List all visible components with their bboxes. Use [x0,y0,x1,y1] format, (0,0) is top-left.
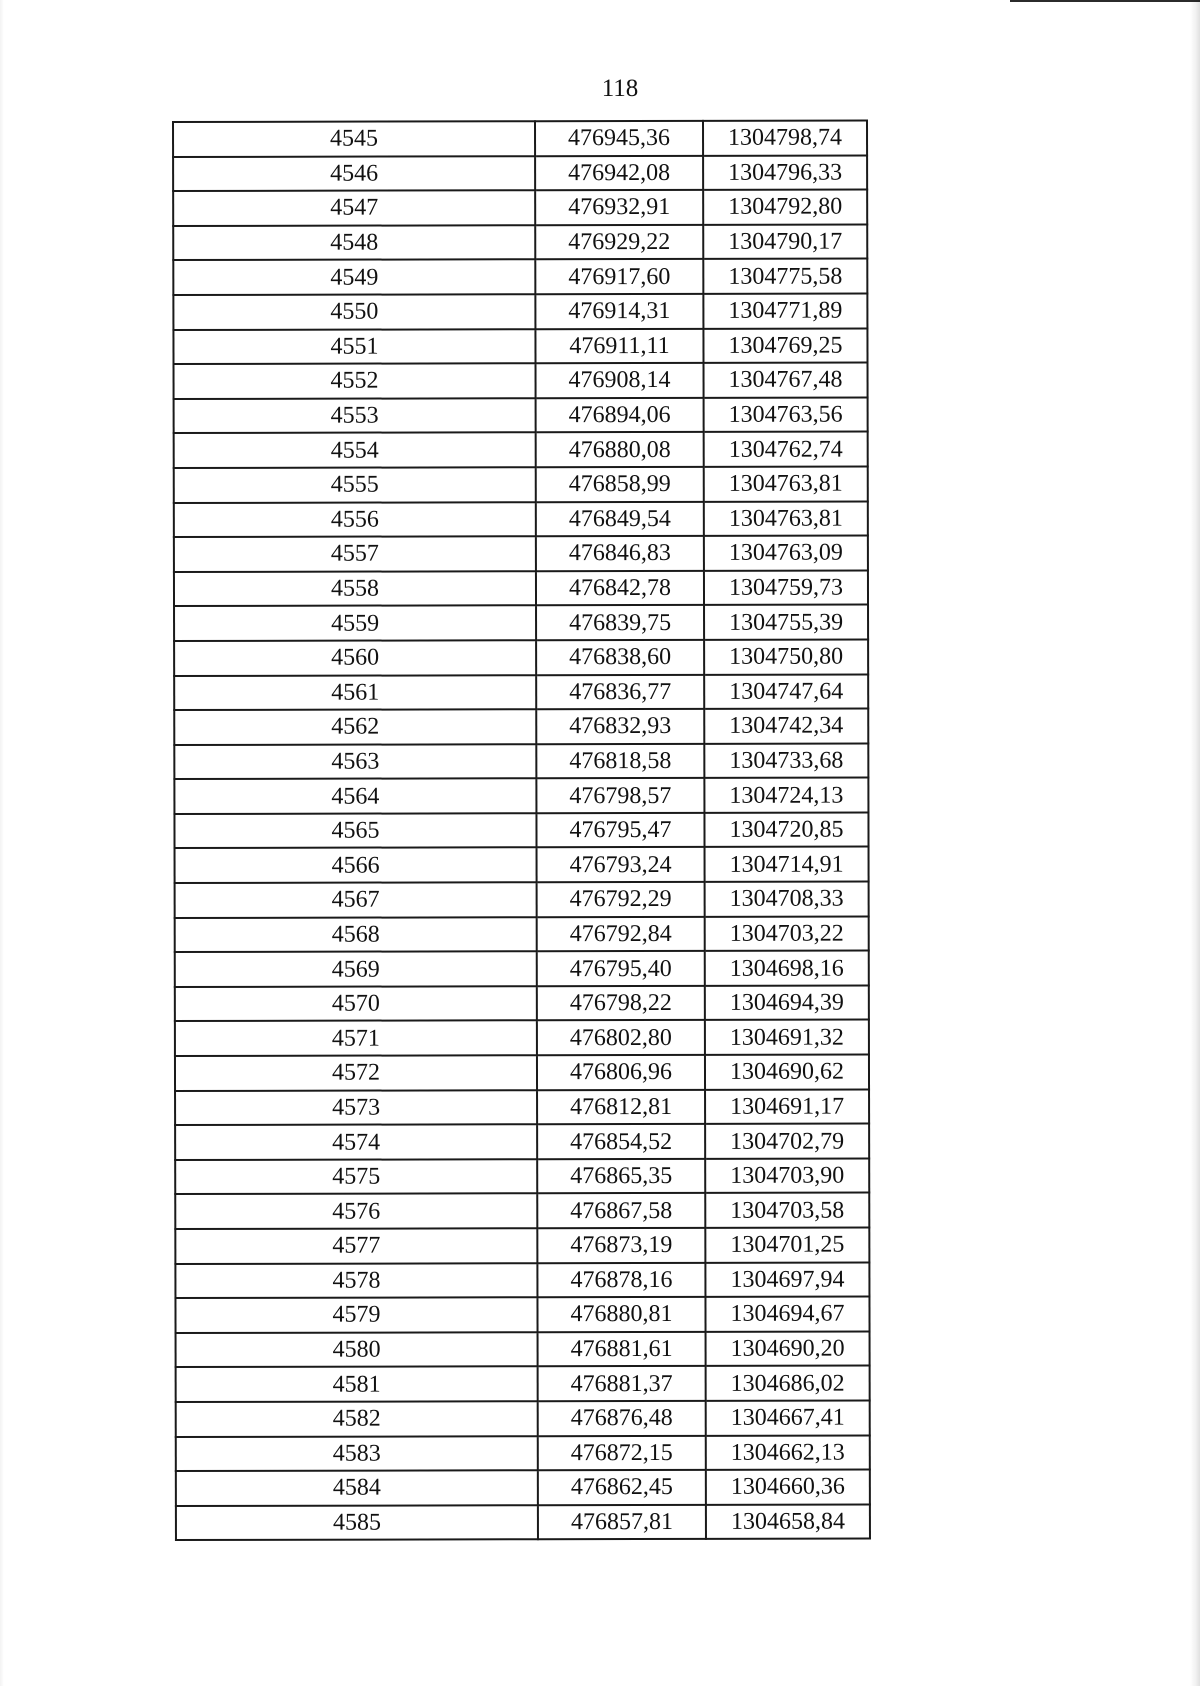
point-number-cell: 4579 [175,1297,537,1332]
x-coordinate-cell: 476792,29 [537,882,705,917]
table-row [174,536,868,572]
x-coordinate-cell: 476917,60 [535,259,703,294]
point-number-cell: 4545 [173,121,535,156]
y-coordinate-cell: 1304750,80 [704,639,868,674]
point-number-cell: 4546 [173,156,535,191]
table-row [175,951,869,987]
x-coordinate-cell: 476798,22 [537,986,705,1021]
table-row [176,1331,870,1367]
table-row [176,1435,870,1471]
point-number-cell: 4567 [175,882,537,917]
point-number-cell: 4584 [176,1470,538,1505]
table-row [175,882,869,918]
y-coordinate-cell: 1304759,73 [704,570,868,605]
x-coordinate-cell: 476945,36 [535,121,703,156]
table-row [175,847,869,883]
x-coordinate-cell: 476908,14 [536,363,704,398]
y-coordinate-cell: 1304698,16 [705,951,869,986]
y-coordinate-cell: 1304703,58 [705,1193,869,1228]
table-row [175,1297,869,1333]
table-row [174,466,868,502]
y-coordinate-cell: 1304690,20 [706,1331,870,1366]
y-coordinate-cell: 1304694,67 [705,1297,869,1332]
coordinates-table [172,120,871,1542]
y-coordinate-cell: 1304703,22 [705,916,869,951]
x-coordinate-cell: 476894,06 [536,398,704,433]
x-coordinate-cell: 476806,96 [537,1055,705,1090]
x-coordinate-cell: 476836,77 [536,674,704,709]
point-number-cell: 4569 [175,951,537,986]
table-row [174,605,868,641]
table-row [174,743,868,779]
point-number-cell: 4577 [175,1228,537,1263]
table-row [173,294,867,330]
x-coordinate-cell: 476792,84 [537,917,705,952]
y-coordinate-cell: 1304662,13 [706,1435,870,1470]
y-coordinate-cell: 1304686,02 [706,1366,870,1401]
y-coordinate-cell: 1304658,84 [706,1504,870,1539]
table-row [173,224,867,260]
point-number-cell: 4548 [173,225,535,260]
x-coordinate-cell: 476802,80 [537,1020,705,1055]
y-coordinate-cell: 1304691,32 [705,1020,869,1055]
point-number-cell: 4547 [173,190,535,225]
y-coordinate-cell: 1304697,94 [705,1262,869,1297]
point-number-cell: 4570 [175,986,537,1021]
y-coordinate-cell: 1304767,48 [704,363,868,398]
coordinates-table-body [173,121,870,1541]
point-number-cell: 4571 [175,1021,537,1056]
x-coordinate-cell: 476862,45 [538,1470,706,1505]
table-row [175,916,869,952]
point-number-cell: 4557 [174,536,536,571]
y-coordinate-cell: 1304742,34 [704,709,868,744]
point-number-cell: 4575 [175,1159,537,1194]
y-coordinate-cell: 1304769,25 [703,328,867,363]
x-coordinate-cell: 476911,11 [535,328,703,363]
table-row [175,1158,869,1194]
x-coordinate-cell: 476872,15 [538,1435,706,1470]
x-coordinate-cell: 476858,99 [536,467,704,502]
x-coordinate-cell: 476795,47 [536,813,704,848]
point-number-cell: 4559 [174,606,536,641]
point-number-cell: 4563 [174,744,536,779]
point-number-cell: 4561 [174,675,536,710]
table-row [173,121,867,157]
point-number-cell: 4555 [174,467,536,502]
y-coordinate-cell: 1304755,39 [704,605,868,640]
table-row [175,985,869,1021]
y-coordinate-cell: 1304701,25 [705,1228,869,1263]
table-row [174,501,868,537]
x-coordinate-cell: 476842,78 [536,571,704,606]
point-number-cell: 4552 [174,363,536,398]
y-coordinate-cell: 1304733,68 [704,743,868,778]
y-coordinate-cell: 1304691,17 [705,1089,869,1124]
point-number-cell: 4549 [173,260,535,295]
table-row [174,639,868,675]
x-coordinate-cell: 476818,58 [536,744,704,779]
table-row [175,1124,869,1160]
x-coordinate-cell: 476942,08 [535,155,703,190]
point-number-cell: 4554 [174,433,536,468]
y-coordinate-cell: 1304763,81 [704,501,868,536]
x-coordinate-cell: 476878,16 [537,1262,705,1297]
y-coordinate-cell: 1304724,13 [704,778,868,813]
x-coordinate-cell: 476873,19 [537,1228,705,1263]
x-coordinate-cell: 476857,81 [538,1505,706,1540]
point-number-cell: 4568 [175,917,537,952]
y-coordinate-cell: 1304660,36 [706,1470,870,1505]
table-row [174,778,868,814]
table-row [175,1055,869,1091]
table-row [174,812,868,848]
x-coordinate-cell: 476812,81 [537,1090,705,1125]
point-number-cell: 4553 [174,398,536,433]
point-number-cell: 4581 [176,1367,538,1402]
table-row [174,432,868,468]
point-number-cell: 4558 [174,571,536,606]
y-coordinate-cell: 1304763,09 [704,536,868,571]
x-coordinate-cell: 476867,58 [537,1193,705,1228]
x-coordinate-cell: 476914,31 [535,294,703,329]
point-number-cell: 4551 [173,329,535,364]
point-number-cell: 4562 [174,709,536,744]
top-edge-rule [1010,0,1200,2]
point-number-cell: 4574 [175,1124,537,1159]
point-number-cell: 4564 [174,779,536,814]
y-coordinate-cell: 1304667,41 [706,1401,870,1436]
table-row [175,1020,869,1056]
x-coordinate-cell: 476880,08 [536,432,704,467]
y-coordinate-cell: 1304747,64 [704,674,868,709]
x-coordinate-cell: 476881,61 [538,1332,706,1367]
table-row [173,328,867,364]
table-row [175,1193,869,1229]
y-coordinate-cell: 1304762,74 [704,432,868,467]
x-coordinate-cell: 476929,22 [535,225,703,260]
table-row [174,363,868,399]
x-coordinate-cell: 476849,54 [536,501,704,536]
y-coordinate-cell: 1304796,33 [703,155,867,190]
table-row [174,570,868,606]
point-number-cell: 4582 [176,1401,538,1436]
table-row [173,155,867,191]
y-coordinate-cell: 1304763,56 [704,397,868,432]
x-coordinate-cell: 476865,35 [537,1159,705,1194]
y-coordinate-cell: 1304790,17 [703,224,867,259]
y-coordinate-cell: 1304798,74 [703,121,867,156]
x-coordinate-cell: 476876,48 [538,1401,706,1436]
x-coordinate-cell: 476839,75 [536,605,704,640]
point-number-cell: 4565 [174,813,536,848]
table-row [173,259,867,295]
y-coordinate-cell: 1304771,89 [703,294,867,329]
point-number-cell: 4573 [175,1090,537,1125]
x-coordinate-cell: 476838,60 [536,640,704,675]
point-number-cell: 4550 [173,294,535,329]
x-coordinate-cell: 476846,83 [536,536,704,571]
x-coordinate-cell: 476793,24 [537,847,705,882]
y-coordinate-cell: 1304775,58 [703,259,867,294]
scan-edge-left [0,0,4,1686]
x-coordinate-cell: 476798,57 [536,778,704,813]
x-coordinate-cell: 476880,81 [537,1297,705,1332]
point-number-cell: 4578 [175,1263,537,1298]
point-number-cell: 4572 [175,1055,537,1090]
y-coordinate-cell: 1304694,39 [705,985,869,1020]
y-coordinate-cell: 1304763,81 [704,466,868,501]
point-number-cell: 4566 [175,848,537,883]
point-number-cell: 4580 [176,1332,538,1367]
table-row [176,1366,870,1402]
table-row [175,1228,869,1264]
x-coordinate-cell: 476932,91 [535,190,703,225]
table-row [176,1401,870,1437]
y-coordinate-cell: 1304703,90 [705,1158,869,1193]
point-number-cell: 4583 [176,1436,538,1471]
table-row [176,1504,870,1540]
x-coordinate-cell: 476854,52 [537,1124,705,1159]
table-row [173,190,867,226]
y-coordinate-cell: 1304702,79 [705,1124,869,1159]
y-coordinate-cell: 1304708,33 [705,882,869,917]
point-number-cell: 4556 [174,502,536,537]
x-coordinate-cell: 476832,93 [536,709,704,744]
y-coordinate-cell: 1304690,62 [705,1055,869,1090]
table-row [175,1089,869,1125]
y-coordinate-cell: 1304720,85 [704,812,868,847]
point-number-cell: 4576 [175,1194,537,1229]
x-coordinate-cell: 476795,40 [537,951,705,986]
point-number-cell: 4585 [176,1505,538,1540]
table-row [174,674,868,710]
table-row [174,397,868,433]
x-coordinate-cell: 476881,37 [538,1366,706,1401]
y-coordinate-cell: 1304714,91 [705,847,869,882]
y-coordinate-cell: 1304792,80 [703,190,867,225]
page-number: 118 [601,75,639,102]
scan-edge-right [1190,0,1200,1686]
table-row [174,709,868,745]
table-row [176,1470,870,1506]
table-row [175,1262,869,1298]
point-number-cell: 4560 [174,640,536,675]
